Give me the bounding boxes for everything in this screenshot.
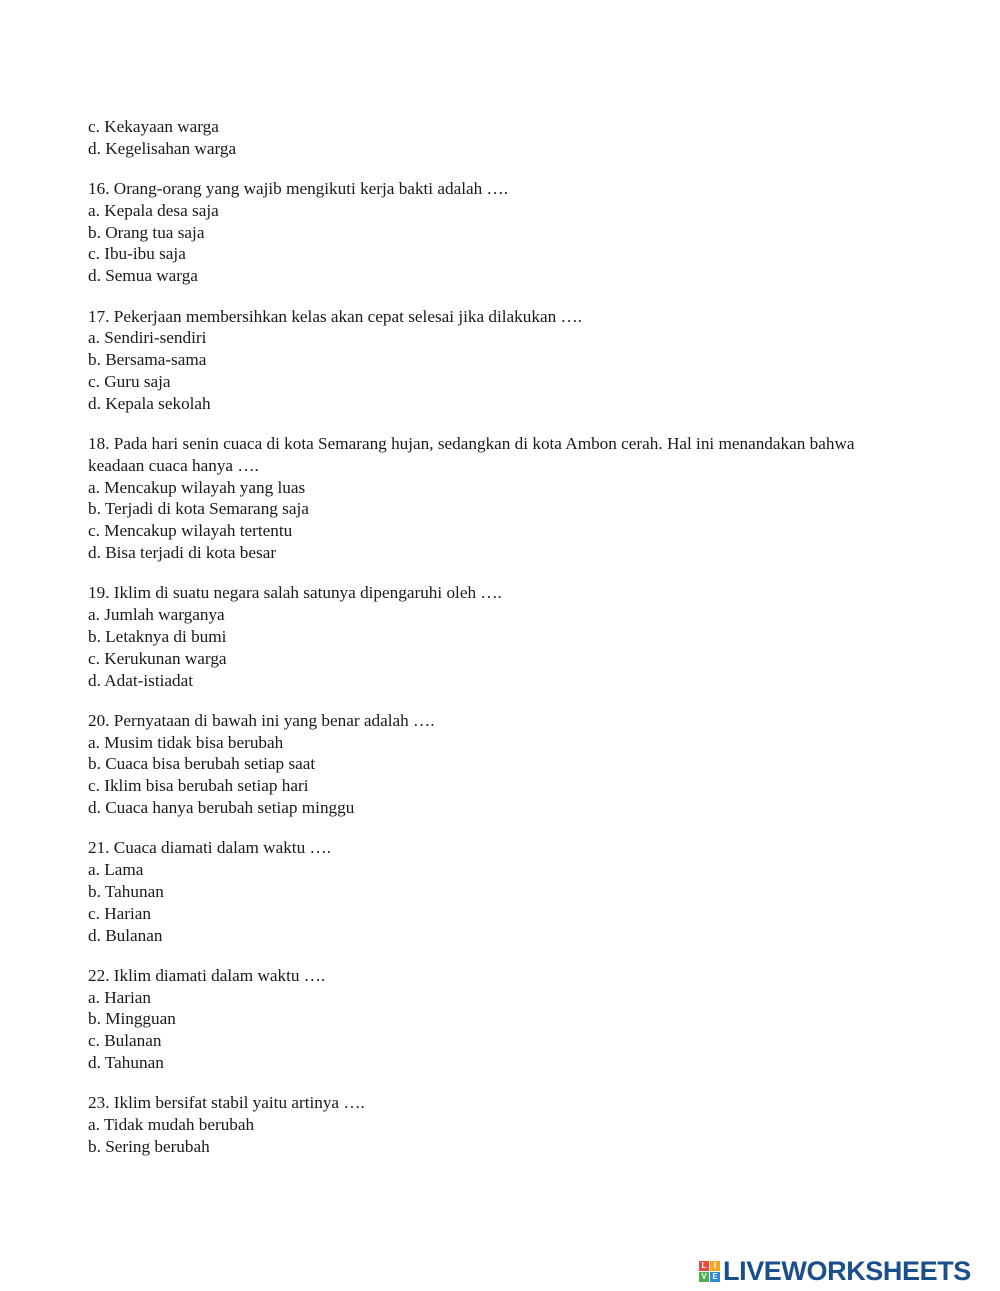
option-line: d. Kegelisahan warga <box>88 138 237 158</box>
question-20 <box>88 710 948 819</box>
option-c: c. Ibu-ibu saja <box>88 244 186 264</box>
option-d: d. Tahunan <box>88 1052 164 1072</box>
option-b: b. Bersama-sama <box>88 350 207 370</box>
logo-letter: I <box>710 1261 720 1271</box>
question-stem: 16. Orang-orang yang wajib mengikuti kerja bakti adalah …. <box>88 179 509 199</box>
logo-letter: V <box>699 1272 709 1282</box>
question-19 <box>88 582 948 691</box>
option-c: c. Guru saja <box>88 371 171 391</box>
question-stem: 20. Pernyataan di bawah ini yang benar adalah …. <box>88 710 435 730</box>
logo-letter: L <box>699 1261 709 1271</box>
question-21 <box>88 837 948 946</box>
carryover-options <box>88 116 948 160</box>
option-d: d. Bulanan <box>88 925 163 945</box>
question-23 <box>88 1092 948 1157</box>
option-c: c. Bulanan <box>88 1031 162 1051</box>
option-a: a. Lama <box>88 860 144 880</box>
option-line: c. Kekayaan warga <box>88 117 219 136</box>
question-stem: 21. Cuaca diamati dalam waktu …. <box>88 838 331 858</box>
option-a: a. Jumlah warganya <box>88 605 225 625</box>
question-stem: 17. Pekerjaan membersihkan kelas akan cepat selesai jika dilakukan …. <box>88 306 582 326</box>
question-stem: 23. Iklim bersifat stabil yaitu artinya …. <box>88 1093 365 1113</box>
option-c: c. Kerukunan warga <box>88 648 227 668</box>
option-b: b. Letaknya di bumi <box>88 626 227 646</box>
option-a: a. Mencakup wilayah yang luas <box>88 477 306 497</box>
option-b: b. Sering berubah <box>88 1136 210 1156</box>
question-18 <box>88 433 948 564</box>
option-c: c. Iklim bisa berubah setiap hari <box>88 776 309 796</box>
option-a: a. Sendiri-sendiri <box>88 328 207 348</box>
question-stem: 22. Iklim diamati dalam waktu …. <box>88 965 326 985</box>
option-a: a. Kepala desa saja <box>88 200 219 220</box>
option-b: b. Tahunan <box>88 881 164 901</box>
liveworksheets-logo <box>699 1254 971 1288</box>
option-a: a. Harian <box>88 987 151 1007</box>
question-stem: 18. Pada hari senin cuaca di kota Semarang hujan, sedangkan di kota Ambon cerah. Hal ini menandakan bahwa keadaan cuaca hanya …. <box>88 434 855 475</box>
worksheet-page <box>88 116 948 1158</box>
logo-letter: E <box>710 1272 720 1282</box>
option-a: a. Tidak mudah berubah <box>88 1115 255 1135</box>
question-16 <box>88 178 948 287</box>
logo-wordmark: LIVEWORKSHEETS <box>723 1255 971 1286</box>
option-c: c. Mencakup wilayah tertentu <box>88 521 293 541</box>
option-b: b. Orang tua saja <box>88 222 205 242</box>
question-22 <box>88 965 948 1074</box>
option-d: d. Adat-istiadat <box>88 670 194 690</box>
option-d: d. Cuaca hanya berubah setiap minggu <box>88 798 355 818</box>
question-17 <box>88 306 948 415</box>
option-b: b. Terjadi di kota Semarang saja <box>88 499 309 519</box>
question-stem: 19. Iklim di suatu negara salah satunya dipengaruhi oleh …. <box>88 583 502 603</box>
option-b: b. Mingguan <box>88 1009 176 1029</box>
option-d: d. Semua warga <box>88 266 198 286</box>
option-d: d. Kepala sekolah <box>88 393 211 413</box>
option-b: b. Cuaca bisa berubah setiap saat <box>88 754 316 774</box>
option-a: a. Musim tidak bisa berubah <box>88 732 284 752</box>
option-d: d. Bisa terjadi di kota besar <box>88 543 277 563</box>
option-c: c. Harian <box>88 903 151 923</box>
logo-mark-icon <box>699 1261 720 1282</box>
